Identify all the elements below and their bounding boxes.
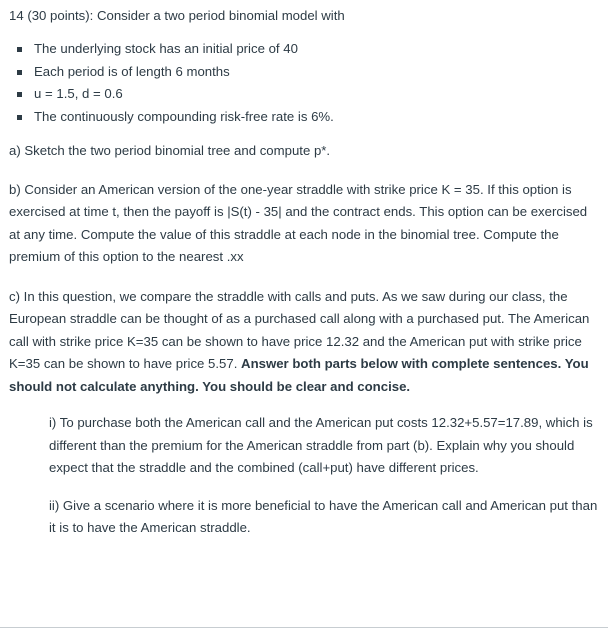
list-item: The underlying stock has an initial price of 40 [9,38,601,61]
part-c-i-text: i) To purchase both the American call and the American put costs 12.32+5.57=17.89, which is different than the premium for the American straddle from part (b). Explain why you should expect that the straddle and the combined (call+put) have different prices. [49,415,593,475]
part-a-text: a) Sketch the two period binomial tree and compute p*. [9,143,331,158]
question-title: 14 (30 points): Consider a two period binomial model with [9,8,345,23]
part-c-paragraph [9,286,601,399]
part-c-instructions: Answer both parts below with complete sentences. You should not calculate anything. You should be clear and concise. [9,356,589,394]
part-c-text: c) In this question, we compare the straddle with calls and puts. As we saw during our class, the European straddle can be thought of as a purchased call along with a purchased put. The American call with strike price K=35 can be shown to have price 12.32 and the American put with strike price K=35 can be shown to have price 5.57. [9,288,590,371]
list-item: u = 1.5, d = 0.6 [9,83,601,106]
part-c-ii-text: ii) Give a scenario where it is more beneficial to have the American call and American put than it is to have the American straddle. [49,497,598,535]
list-item: The continuously compounding risk-free rate is 6%. [9,106,601,129]
model-assumptions-list [9,38,601,128]
list-item: Each period is of length 6 months [9,61,601,84]
bottom-divider [0,627,608,628]
part-b-text: b) Consider an American version of the one-year straddle with strike price K = 35. If this option is exercised at time t, then the payoff is |S(t) - 35| and the contract ends. This option can be exercised at any time. Compute the value of this straddle at each node in the binomial tree. Compute the premium of this option to the nearest .xx [9,181,588,264]
question-content [9,0,601,540]
